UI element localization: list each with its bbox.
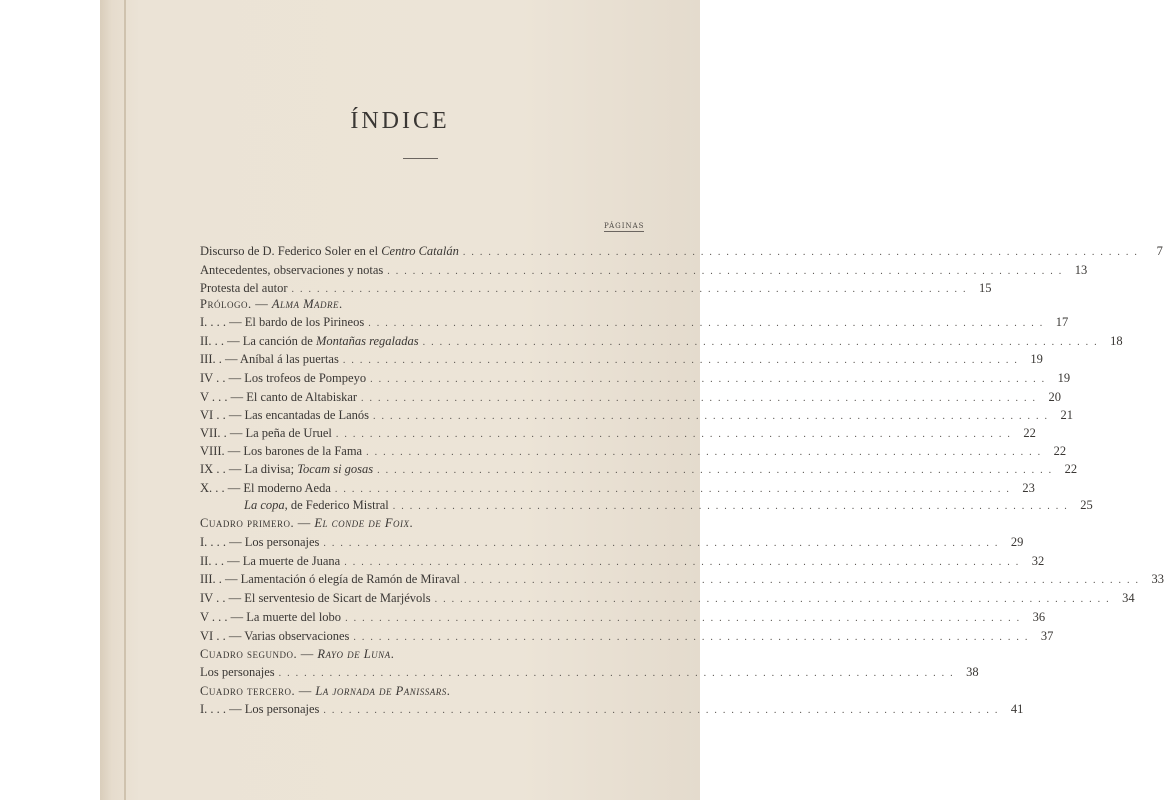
toc-entry-italic-text: Tocam si gosas: [297, 462, 374, 476]
dot-leader: ................................................................................: [373, 411, 1054, 422]
dot-leader: ................................................................................: [366, 447, 1047, 458]
toc-entry-text: VIII. — Los barones de la Fama: [200, 444, 363, 458]
toc-page-number: 32: [1031, 554, 1045, 568]
toc-entry: [200, 480, 1035, 497]
toc-page-number: 25: [1080, 498, 1093, 512]
dot-leader: ................................................................................: [334, 484, 1015, 495]
toc-entry: [200, 571, 1164, 588]
toc-page-number: 29: [1010, 535, 1024, 549]
page-title: ÍNDICE: [350, 108, 450, 134]
toc-entry-text: I. . . . — Los personajes: [200, 702, 320, 716]
dot-leader: ................................................................................: [434, 594, 1115, 605]
toc-page-number: 13: [1074, 263, 1088, 277]
dot-leader: ................................................................................: [370, 374, 1051, 385]
toc-entry-italic-text: Centro Catalán: [381, 244, 459, 258]
toc-entry-text: I. . . . — Los personajes: [200, 535, 320, 549]
toc-entry-text: III. . — Aníbal á las puertas: [200, 352, 339, 366]
toc-entry-label: [200, 443, 362, 460]
toc-page-number: 41: [1010, 702, 1024, 716]
toc-page-number: 22: [1023, 426, 1036, 440]
toc-entry-italic-text: Alma Madre: [271, 297, 339, 311]
toc-entry-text: VII. . — La peña de Uruel: [200, 426, 332, 440]
toc-entry: [200, 701, 1024, 718]
toc-entry-label: [200, 407, 369, 424]
toc-entry-label: [200, 534, 319, 551]
dot-leader: ................................................................................: [377, 465, 1058, 476]
toc-entry-label: [200, 296, 343, 313]
toc-entry-text: Antecedentes, observaciones y notas: [200, 263, 384, 277]
table-of-contents: [100, 0, 1164, 800]
toc-page-number: 7: [1156, 244, 1163, 258]
toc-entry-text: VI . . — Varias observaciones: [200, 629, 350, 643]
dot-leader: ................................................................................: [323, 538, 1004, 549]
dot-leader: ................................................................................: [344, 557, 1025, 568]
dot-leader: ................................................................................: [345, 613, 1026, 624]
toc-entry-text: IV . . — El serventesio de Sicart de Marjévols: [200, 591, 431, 605]
toc-entry: [200, 243, 1163, 260]
dot-leader: ................................................................................: [278, 668, 959, 679]
toc-entry-label: [200, 590, 431, 607]
toc-page-number: 33: [1151, 572, 1164, 586]
toc-section-heading: [200, 646, 638, 663]
dot-leader: ................................................................................: [387, 266, 1068, 277]
toc-entry-text: VI . . — Las encantadas de Lanós: [200, 408, 370, 422]
toc-page-number: 18: [1110, 334, 1123, 348]
toc-entry: [200, 351, 1043, 368]
dot-leader: ................................................................................: [463, 575, 1144, 586]
toc-entry-label: [200, 515, 413, 532]
toc-entry-text: Cuadro primero. —: [200, 516, 315, 530]
toc-entry-italic-text: Montañas regaladas: [315, 334, 419, 348]
toc-entry-label: [200, 314, 364, 331]
toc-entry-label: [200, 701, 319, 718]
toc-entry-text: IX . . — La divisa;: [200, 462, 298, 476]
toc-entry-text: II. . . — La muerte de Juana: [200, 554, 341, 568]
toc-entry-italic-text: Rayo de Luna: [317, 647, 391, 661]
toc-section-heading: [200, 683, 638, 700]
toc-entry-label: [200, 628, 349, 645]
dot-leader: ................................................................................: [323, 705, 1004, 716]
toc-entry-label: [200, 389, 357, 406]
toc-entry-text: Discurso de D. Federico Soler en el: [200, 244, 382, 258]
toc-entry: [200, 461, 1078, 478]
toc-entry: [200, 407, 1074, 424]
toc-entry-label: [200, 262, 383, 279]
toc-entry-text: Protesta del autor: [200, 281, 288, 295]
toc-entry: [200, 609, 1046, 626]
toc-entry-label: [200, 646, 394, 663]
toc-page-number: 23: [1022, 481, 1035, 495]
toc-entry-label: [200, 243, 459, 260]
toc-entry-label: [200, 480, 331, 497]
toc-entry: [200, 425, 1036, 442]
dot-leader: ................................................................................: [462, 247, 1143, 258]
toc-entry-label: [244, 497, 389, 514]
dot-leader: ................................................................................: [361, 393, 1042, 404]
book-page: [100, 0, 1164, 800]
toc-entry-text: Cuadro segundo. —: [200, 647, 318, 661]
toc-page-number: 38: [966, 665, 979, 679]
toc-page-number: 36: [1032, 610, 1046, 624]
toc-page-number: 17: [1055, 315, 1069, 329]
toc-entry: [200, 534, 1024, 551]
toc-page-number: 22: [1064, 462, 1078, 476]
toc-entry: [200, 314, 1069, 331]
toc-entry: [200, 628, 1054, 645]
toc-entry-text: I. . . . — El bardo de los Pirineos: [200, 315, 365, 329]
toc-entry-text: IV . . — Los trofeos de Pompeyo: [200, 371, 367, 385]
dot-leader: ................................................................................: [422, 337, 1103, 348]
toc-entry-label: [200, 333, 419, 350]
dot-leader: ................................................................................: [353, 632, 1034, 643]
toc-entry: [200, 333, 1123, 350]
dot-leader: ................................................................................: [368, 318, 1049, 329]
toc-entry-text: X. . . — El moderno Aeda: [200, 481, 331, 495]
toc-entry-label: [200, 553, 340, 570]
toc-entry-italic-text: El conde de Foix: [314, 516, 410, 530]
toc-entry-text: Los personajes: [200, 665, 275, 679]
toc-page-number: 19: [1030, 352, 1043, 366]
toc-page-number: 37: [1040, 629, 1054, 643]
toc-entry-text: V . . . — El canto de Altabiskar: [200, 390, 358, 404]
toc-entry-label: [200, 664, 275, 681]
pages-column-header: PÁGINAS: [604, 222, 645, 230]
toc-page-number: 15: [978, 281, 992, 295]
toc-section-heading: [200, 515, 638, 532]
toc-entry-text-suffix: .: [390, 647, 395, 661]
toc-page-number: 22: [1053, 444, 1067, 458]
toc-entry-italic-text: La copa: [244, 498, 285, 512]
toc-page-number: 21: [1060, 408, 1074, 422]
toc-entry-label: [200, 609, 341, 626]
toc-entry-text-suffix: , de Federico Mistral: [284, 498, 389, 512]
toc-entry-text-suffix: .: [446, 684, 451, 698]
dot-leader: ................................................................................: [392, 501, 1073, 512]
toc-entry-label: [200, 351, 339, 368]
toc-entry: [200, 664, 979, 681]
toc-entry: [244, 497, 1093, 514]
toc-entry-label: [200, 370, 366, 387]
toc-entry-label: [200, 461, 373, 478]
toc-page-number: 19: [1057, 371, 1071, 385]
toc-entry: [200, 262, 1088, 279]
toc-section-heading: [200, 296, 638, 313]
toc-entry: [200, 553, 1045, 570]
toc-page-number: 34: [1122, 591, 1135, 605]
toc-entry-text: V . . . — La muerte del lobo: [200, 610, 342, 624]
toc-entry-text: II. . . — La canción de: [200, 334, 316, 348]
toc-entry-text: III. . — Lamentación ó elegía de Ramón de Miraval: [200, 572, 460, 586]
toc-entry-text-suffix: .: [409, 516, 414, 530]
toc-entry-italic-text: La jornada de Panissars: [315, 684, 447, 698]
toc-entry-text: Prólogo. —: [200, 297, 272, 311]
toc-entry-text: Cuadro tercero. —: [200, 684, 316, 698]
toc-entry: [200, 443, 1067, 460]
toc-entry: [200, 389, 1062, 406]
toc-entry: [200, 370, 1071, 387]
dot-leader: ................................................................................: [335, 429, 1016, 440]
toc-entry: [200, 280, 992, 297]
dot-leader: ................................................................................: [342, 355, 1023, 366]
dot-leader: ................................................................................: [291, 284, 972, 295]
toc-entry: [200, 590, 1135, 607]
toc-entry-text-suffix: .: [339, 297, 343, 311]
toc-entry-label: [200, 571, 460, 588]
toc-page-number: 20: [1048, 390, 1062, 404]
toc-entry-label: [200, 683, 450, 700]
toc-entry-label: [200, 425, 332, 442]
toc-entry-label: [200, 280, 287, 297]
